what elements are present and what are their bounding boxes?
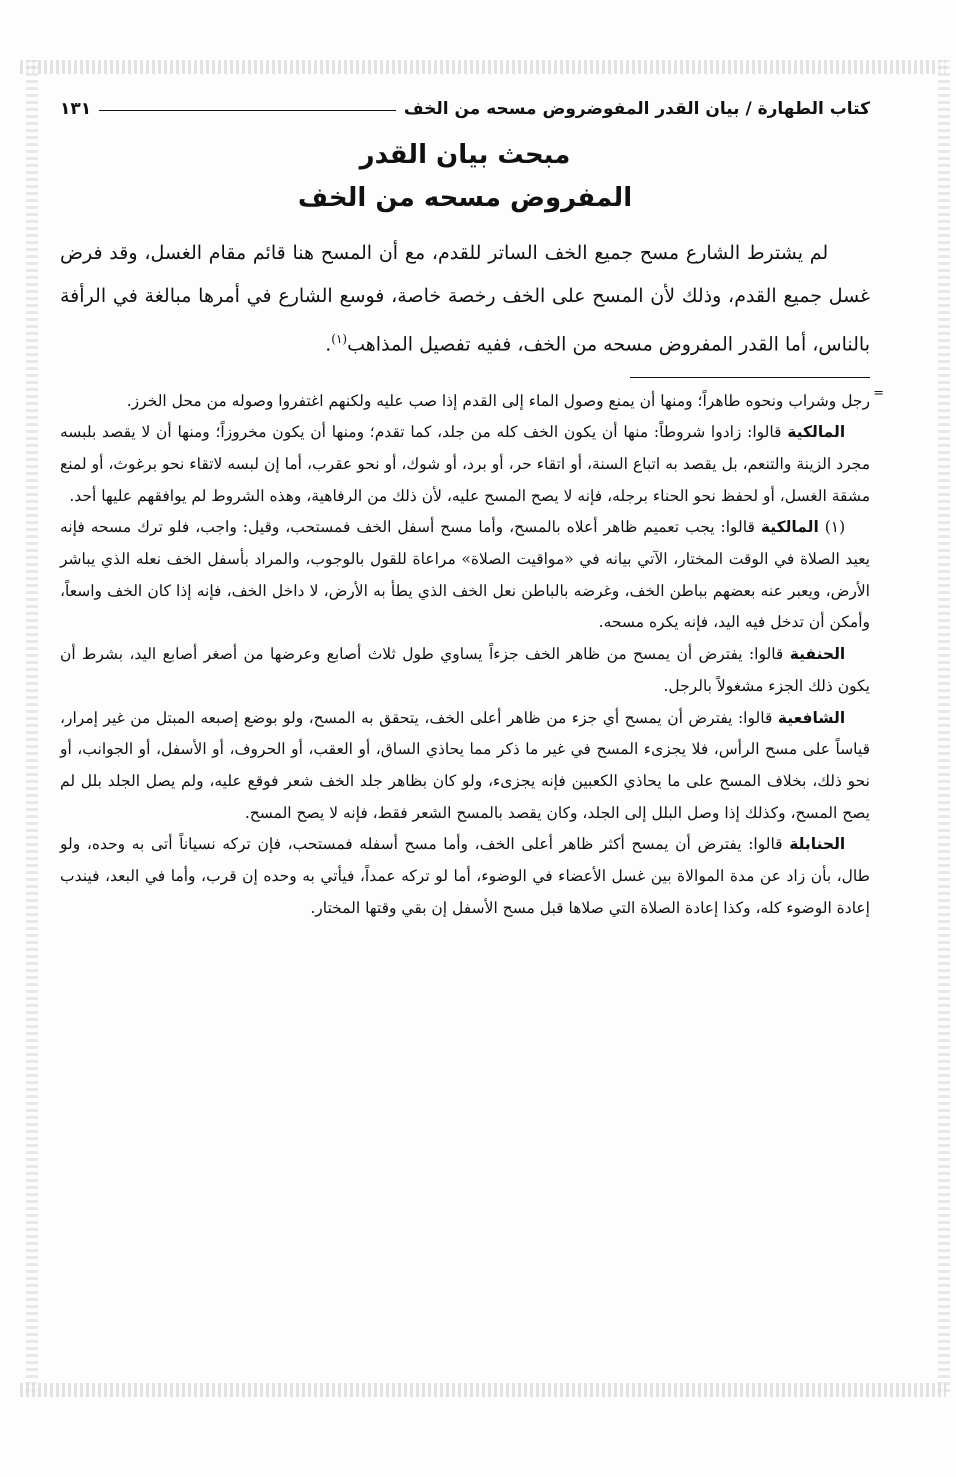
chapter-subtitle: المفروض مسحه من الخف: [297, 183, 633, 214]
decorative-border-left: [26, 60, 38, 1392]
main-paragraph-text: لم يشترط الشارع مسح جميع الخف الساتر للقدم، مع أن المسح هنا قائم مقام الغسل، وقد فرض غسل جميع القدم، وذلك لأن المسح على الخف رخصة خاصة، فوسع الشارع في أمرها مبالغة في الرأفة بالناس، أما القدر المفروض مسحه من الخف، ففيه تفصيل المذاهب: [60, 242, 870, 356]
book-page: [60, 92, 884, 924]
hanbali-heading: الحنابلة: [789, 835, 846, 854]
header-rule: [99, 110, 396, 111]
decorative-border-bottom: [20, 1383, 946, 1397]
note-1-maliki: [60, 512, 870, 639]
note-shafii: [60, 703, 870, 830]
shafii-heading: الشافعية: [777, 708, 846, 727]
footnote-reference: (١): [331, 332, 348, 347]
footnote-continuation-text: رجل وشراب ونحوه طاهراً؛ ومنها أن يمنع وصول الماء إلى القدم إذا صب عليه ولكنهم اغتفروا وصوله من محل الخرز.: [126, 391, 870, 410]
note-1-heading: المالكية: [760, 518, 819, 537]
running-title: كتاب الطهارة / بيان القدر المفوضروض مسحه من الخف: [403, 99, 870, 119]
main-paragraph: [60, 232, 870, 366]
page-number: ١٣١: [60, 99, 92, 119]
footnote-separator: [630, 377, 870, 378]
note-hanafi: [60, 639, 870, 702]
hanafi-text: قالوا: يفترض أن يمسح من ظاهر الخف جزءاً يساوي طول ثلاث أصابع وعرضها من أصغر أصابع اليد، بشرط أن يكون ذلك الجزء مشغولاً بالرجل.: [60, 645, 870, 695]
paragraph-end: .: [325, 333, 332, 356]
continuation-mark: =: [873, 385, 884, 401]
footnotes: [60, 385, 884, 925]
chapter-title: مبحث بيان القدر: [359, 140, 571, 170]
maliki-conditions: [60, 417, 870, 512]
maliki-heading: المالكية: [787, 423, 846, 442]
hanbali-text: قالوا: يفترض أن يمسح أكثر ظاهر أعلى الخف، وأما مسح أسفله فمستحب، فإن تركه نسياناً أتى به وحده، ولو طال، بأن زاد عن مدة الموالاة بين غسل الأعضاء في الوضوء، أما لو تركه عمداً، فيأتي به وحده إن قرب، وأما في البعد، فيندب إعادة الوضوء كله، وكذا إعادة الصلاة التي صلاها قبل مسح الأسفل إن بقي وقتها المختار.: [60, 835, 870, 917]
hanafi-heading: الحنفية: [789, 645, 846, 664]
decorative-border-right: [938, 60, 950, 1392]
decorative-border-top: [20, 60, 946, 74]
note-hanbali: [60, 829, 870, 924]
shafii-text: قالوا: يفترض أن يمسح أي جزء من ظاهر أعلى الخف، يتحقق به المسح، ولو بوضع إصبعه المبتل من غير إمرار، قياساً على مسح الرأس، فلا يجزىء المسح في غير ما ذكر مما يحاذي الساق، أو العقب، أو الحروف، أو الأسفل، أو الجوانب، أو نحو ذلك، بخلاف المسح على ما يحاذي الكعبين فإنه يجزىء، ولو كان بظاهر جلد الخف شعر فوقع عليه، ولم يصل الجلد بلل لم يصح المسح، وكذلك إذا وصل البلل إلى الجلد، وكان يقصد بالمسح الشعر فقط، فإنه لا يصح المسح.: [60, 708, 870, 822]
footnote-continuation: [60, 386, 870, 418]
maliki-text: قالوا: زادوا شروطاً: منها أن يكون الخف كله من جلد، كما تقدم؛ ومنها أن يكون مخروزاً؛ ومنها أن لا يقصد بلبسه مجرد الزينة والتنعم، بل يقصد به اتباع السنة، أو اتقاء حر، أو برد، أو شوك، أو نحو عقرب، أما إن لبسه لاتقاء نحو برغوث، أو لمنع مشقة الغسل، أو لحفظ نحو الحناء برجله، فإنه لا يصح المسح عليه، لأن ذلك من الرفاهية، وهذه الشروط لم يوافقهم عليها أحد.: [60, 423, 870, 505]
note-1-number: (١): [824, 518, 846, 537]
running-head: [60, 92, 870, 126]
note-1-text: قالوا: يجب تعميم ظاهر أعلاه بالمسح، وأما مسح أسفل الخف فمستحب، وقيل: واجب، فلو ترك مسحه فإنه يعيد الصلاة في الوقت المختار، الآتي بيانه في «مواقيت الصلاة» مراعاة للقول بالوجوب، والمراد بأسفل الخف نعله الذي يباشر الأرض، ويعبر عنه بعضهم بباطن الخف، وغرضه بالباطن نعل الخف الذي يطأ به الأرض، لا داخل الخف، فإنه إذا كان الخف واسعاً، وأمكن أن تدخل فيه اليد، فإنه يكره مسحه.: [60, 518, 870, 632]
